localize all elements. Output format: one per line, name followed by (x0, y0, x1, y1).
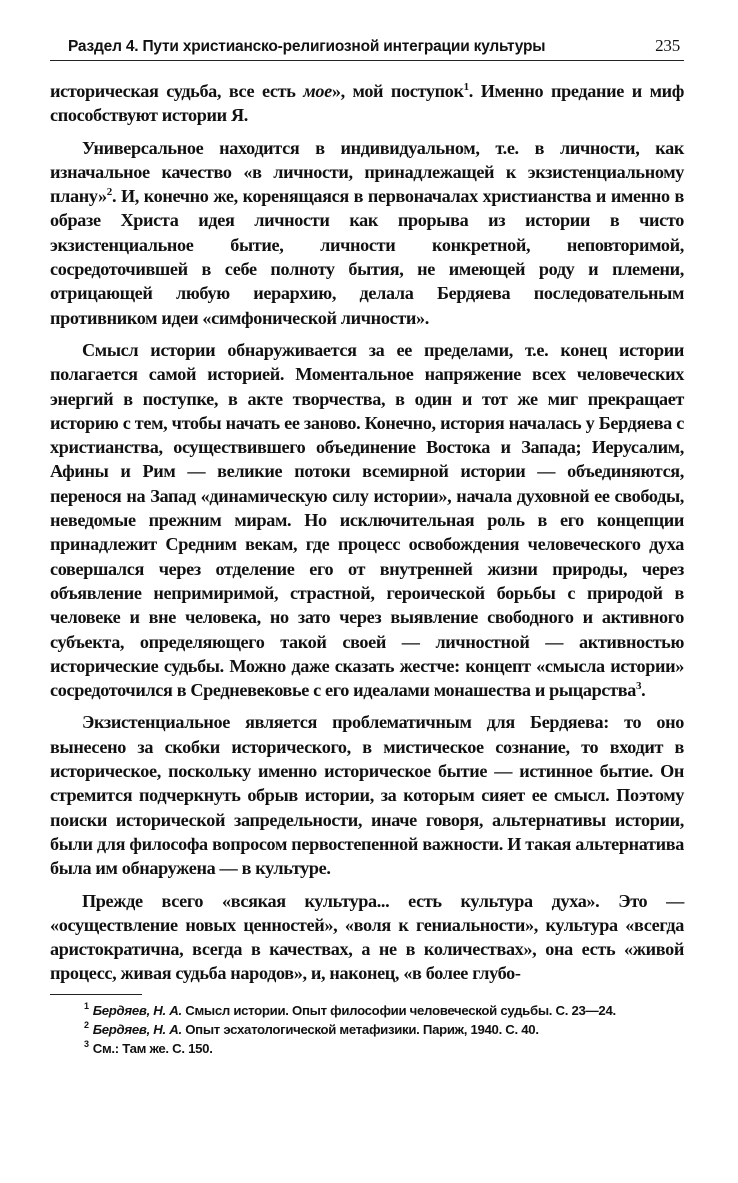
paragraph (50, 79, 684, 128)
text-segment: Прежде всего «всякая культура... есть культура духа». Это — «осуществление новых ценностей», «воля к гениальности», культура «всегда аристократична, всегда в качествах, а не в количествах», она есть «живой процесс, живая судьба народов», и, наконец, «в более глубо- (50, 890, 684, 984)
footnote-divider (50, 994, 142, 995)
footnote-reference: 1 (463, 80, 469, 93)
text-segment: . И, конечно же, коренящаяся в первоначалах христианства и именно в образе Христа идея личности как прорыва из истории в чисто экзистенциальное бытие, личности конкретной, неповторимой, сосредоточившей в себе полноту бытия, не имеющей роду и племени, отрицающей любую иерархию, делала Бердяева последовательным противником идеи «симфонической личности». (50, 186, 684, 328)
running-header (50, 36, 684, 61)
footnote (84, 1039, 684, 1058)
page-number: 235 (655, 36, 680, 55)
footnote (84, 1020, 684, 1039)
text-segment: », мой поступок (331, 81, 464, 101)
text-segment: Смысл истории обнаруживается за ее пределами, т.е. конец истории полагается самой историей. Моментальное напряжение всех человеческих энергий в поступке, в акте творчества, в один и тот же миг прекращает историю с тем, чтобы начать ее заново. Конечно, история началась у Бердяева с христианства, осуществившего объединение Востока и Запада; Иерусалим, Афины и Рим — великие потоки всемирной истории — объединяются, перенося на Запад «динамическую силу истории», начала духовной ее свободы, неведомые прежним мирам. Но исключительная роль в его концепции принадлежит Средним векам, где процесс освобождения человеческого духа совершался через отделение его от внутренней жизни природы, через объявление непримиримой, страстной, героической борьбы с природой в человеке и вне человека, но зато через выявление свободного и активного субъекта, определяющего такой своей — личностной — активностью исторические судьбы. Можно даже сказать жестче: концепт «смысла истории» сосредоточился в Средневековье с его идеалами монашества и рыцарства (50, 339, 684, 701)
paragraph (50, 889, 684, 986)
paragraph (50, 338, 684, 702)
paragraph (50, 136, 684, 330)
footnote-number: 1 (84, 1001, 89, 1012)
footnote-number: 2 (84, 1020, 89, 1031)
text-segment: Экзистенциальное является проблематичным для Бердяева: то оно вынесено за скобки исторического, в мистическое сознание, то входит в историческое, поскольку именно историческое бытие — истинное бытие. Он стремится подчеркнуть обрыв истории, за которым сияет ее смысл. Поэтому поиски исторической запредельности, иначе говоря, альтернативы истории, были для философа вопросом первостепенной важности. И такая альтернатива была им обнаружена — в культуре. (50, 712, 684, 879)
footnote (84, 1001, 684, 1020)
footnote-reference: 2 (106, 186, 112, 199)
footnote-author: Бердяев, Н. А. (92, 1021, 182, 1037)
paragraph (50, 710, 684, 880)
footnotes (50, 1001, 684, 1058)
footnote-text: Смысл истории. Опыт философии человеческой судьбы. С. 23—24. (185, 1002, 616, 1018)
footnote-reference: 3 (635, 680, 642, 693)
footnote-author: Бердяев, Н. А. (92, 1002, 182, 1018)
text-segment: Универсальное находится в индивидуальном, т.е. в личности, как изначальное качество «в личности, принадлежащей к экзистенциальному плану» (50, 137, 684, 207)
footnote-number: 3 (84, 1039, 89, 1050)
footnote-text: См.: Там же. С. 150. (92, 1040, 213, 1056)
text-segment: . Именно предание и миф способствуют истории Я. (50, 81, 685, 126)
text-segment: . (641, 680, 646, 701)
running-title: Раздел 4. Пути христианско-религиозной интеграции культуры (68, 38, 546, 55)
text-segment: историческая судьба, все есть (50, 81, 304, 101)
footnote-text: Опыт эсхатологической метафизики. Париж, 1940. С. 40. (185, 1021, 539, 1037)
body-text (50, 79, 684, 986)
emphasized-text: мое (303, 81, 332, 101)
book-page (50, 36, 684, 1058)
